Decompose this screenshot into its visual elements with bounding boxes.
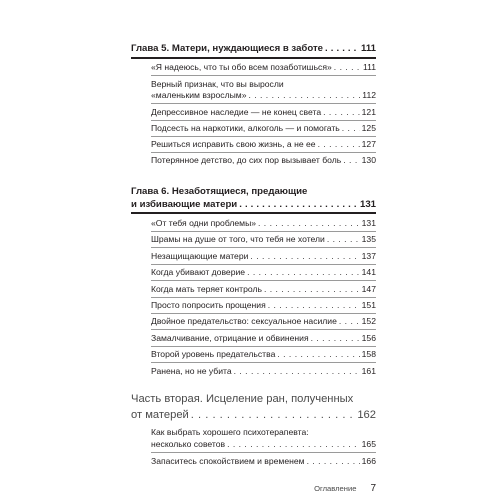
leader-dots	[277, 350, 359, 359]
leader-dots	[247, 268, 360, 277]
toc-entry[interactable]	[151, 63, 376, 72]
leader-dots	[307, 457, 360, 466]
entry-divider	[151, 313, 376, 314]
entry-title: «От тебя одни проблемы»	[151, 218, 257, 228]
toc-entry[interactable]	[151, 285, 376, 294]
entry-divider	[151, 362, 376, 363]
chapter-title: и избивающие матери	[131, 199, 238, 210]
toc-entry[interactable]	[151, 440, 376, 449]
entry-title: Подсесть на наркотики, алкоголь — и помогать	[151, 123, 340, 133]
toc-entry[interactable]	[151, 235, 376, 244]
chapter-6-heading[interactable]	[131, 200, 376, 210]
entry-divider	[151, 329, 376, 330]
chapter-5-heading[interactable]	[131, 44, 376, 54]
chapter-page: 131	[359, 199, 376, 210]
entry-page: 111	[362, 62, 376, 72]
entry-title: Решиться исправить свою жизнь, а не ее	[151, 139, 316, 149]
part-page: 162	[357, 409, 376, 421]
toc-entry[interactable]	[151, 334, 376, 343]
entry-title: Ранена, но не убита	[151, 366, 232, 376]
toc-entry[interactable]	[151, 140, 376, 149]
entry-title: «маленьким взрослым»	[151, 90, 247, 100]
chapter-title: Глава 5. Матери, нуждающиеся в заботе	[131, 43, 323, 54]
toc-entry[interactable]	[151, 268, 376, 277]
entry-page: 130	[361, 155, 376, 165]
entry-page: 158	[361, 349, 376, 359]
page-number: 7	[370, 483, 376, 494]
leader-dots	[318, 140, 360, 149]
entry-title: Когда убивают доверие	[151, 267, 246, 277]
part-title: от матерей	[131, 409, 189, 421]
entry-page: 121	[361, 107, 376, 117]
toc-entry[interactable]	[151, 457, 376, 466]
chapter-5-rule	[131, 57, 376, 59]
leader-dots	[325, 44, 359, 54]
toc-entry[interactable]	[151, 301, 376, 310]
entry-divider	[151, 152, 376, 153]
toc-entry[interactable]	[151, 350, 376, 359]
entry-page: 151	[361, 300, 376, 310]
chapter-title-line1: Глава 6. Незаботящиеся, предающие	[131, 186, 308, 197]
toc-entry[interactable]	[151, 156, 376, 165]
leader-dots	[234, 367, 360, 376]
entry-divider	[151, 452, 376, 453]
entry-divider	[151, 297, 376, 298]
entry-title: Замалчивание, отрицание и обвинения	[151, 333, 309, 343]
leader-dots	[227, 440, 360, 449]
entry-title: Депрессивное наследие — не конец света	[151, 107, 322, 117]
entry-divider	[151, 103, 376, 104]
entry-page: 137	[361, 251, 376, 261]
entry-page: 125	[361, 123, 376, 133]
entry-title: Шрамы на душе от того, что тебя не хотели	[151, 234, 325, 244]
entry-page: 147	[361, 284, 376, 294]
entry-page: 161	[361, 366, 376, 376]
leader-dots	[191, 410, 356, 421]
entry-page: 112	[362, 90, 376, 100]
leader-dots	[327, 235, 360, 244]
leader-dots	[268, 301, 360, 310]
entry-title: Потерянное детство, до сих пор вызывает боль	[151, 155, 342, 165]
entry-title: несколько советов	[151, 439, 226, 449]
chapter-6-rule	[131, 212, 376, 214]
leader-dots	[239, 200, 358, 210]
entry-page: 152	[361, 316, 376, 326]
leader-dots	[334, 63, 361, 72]
entry-divider	[151, 231, 376, 232]
entry-divider	[151, 280, 376, 281]
entry-divider	[151, 136, 376, 137]
entry-page: 127	[361, 139, 376, 149]
entry-page: 166	[361, 456, 376, 466]
leader-dots	[258, 219, 360, 228]
entry-title: Второй уровень предательства	[151, 349, 276, 359]
footer-section-label: Оглавление	[314, 484, 357, 493]
leader-dots	[323, 108, 360, 117]
leader-dots	[343, 156, 359, 165]
entry-title-line1: Как выбрать хорошего психотерапевта:	[151, 427, 309, 437]
entry-title: «Я надеюсь, что ты обо всем позаботишься»	[151, 62, 332, 72]
entry-title: Когда мать теряет контроль	[151, 284, 262, 294]
entry-page: 131	[361, 218, 376, 228]
entry-title: Незащищающие матери	[151, 251, 249, 261]
entry-page: 165	[361, 439, 376, 449]
entry-divider	[151, 75, 376, 76]
chapter-page: 111	[361, 43, 376, 54]
toc-entry[interactable]	[151, 91, 376, 100]
entry-title: Запаситесь спокойствием и временем	[151, 456, 305, 466]
entry-divider	[151, 264, 376, 265]
entry-page: 156	[361, 333, 376, 343]
part-title-line1: Часть вторая. Исцеление ран, полученных	[131, 393, 354, 405]
entry-page: 135	[361, 234, 376, 244]
entry-divider	[151, 346, 376, 347]
entry-title: Просто попросить прощения	[151, 300, 266, 310]
leader-dots	[250, 252, 359, 261]
entry-title: Двойное предательство: сексуальное насилие	[151, 316, 337, 326]
entry-divider	[151, 247, 376, 248]
toc-entry[interactable]	[151, 124, 376, 133]
toc-entry[interactable]	[151, 219, 376, 228]
toc-entry[interactable]	[151, 252, 376, 261]
entry-page: 141	[361, 267, 376, 277]
leader-dots	[311, 334, 360, 343]
leader-dots	[342, 124, 360, 133]
entry-title-line1: Верный признак, что вы выросли	[151, 79, 284, 89]
leader-dots	[248, 91, 360, 100]
toc-entry[interactable]	[151, 367, 376, 376]
toc-entry[interactable]	[151, 108, 376, 117]
leader-dots	[339, 317, 360, 326]
entry-divider	[151, 120, 376, 121]
page-footer	[0, 483, 376, 494]
part-2-heading[interactable]	[131, 410, 376, 421]
toc-entry[interactable]	[151, 317, 376, 326]
leader-dots	[264, 285, 360, 294]
